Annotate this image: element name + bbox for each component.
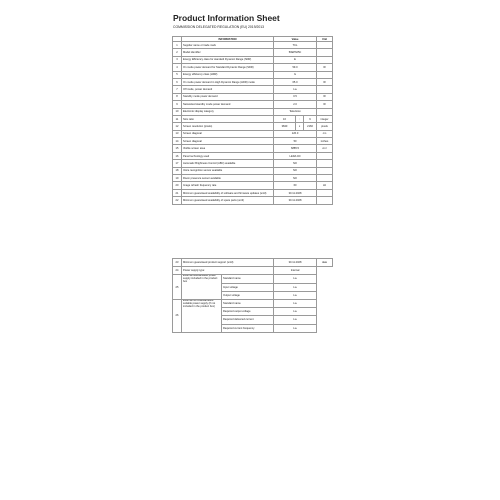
row-value: 30.11.2028 xyxy=(274,189,317,196)
row-unit: Hz xyxy=(317,182,333,189)
row-label: Visible screen area xyxy=(182,145,274,152)
row-label: Minimum guaranteed availability of software and firmware updates (until) xyxy=(182,189,274,196)
row-value-separator: : xyxy=(296,115,304,122)
row-unit: cm xyxy=(317,130,333,137)
row-number: 21 xyxy=(173,189,182,196)
row-label: Electronic display category xyxy=(182,108,274,115)
row-value: LED/LCD xyxy=(274,152,317,159)
row-unit xyxy=(317,160,333,167)
table-row xyxy=(173,49,333,56)
row-label: Size ratio xyxy=(182,115,274,122)
row-number: 18 xyxy=(173,167,182,174)
row-number: 2 xyxy=(173,49,182,56)
row-unit xyxy=(317,152,333,159)
table-row xyxy=(173,197,333,204)
row-number: 17 xyxy=(173,160,182,167)
product-info-table xyxy=(172,36,333,205)
power-supply-table xyxy=(172,258,333,333)
row-unit: W xyxy=(317,64,333,71)
row-number: 15 xyxy=(173,145,182,152)
header-information: INFORMATION xyxy=(182,37,274,42)
table-row xyxy=(173,78,333,85)
table-row xyxy=(173,275,333,283)
row-value: NO xyxy=(274,160,317,167)
row-label: Automatic Brightness Control (ABC) available xyxy=(182,160,274,167)
row-unit: W xyxy=(317,93,333,100)
row-label: Off mode, power demand xyxy=(182,86,274,93)
sheet-subtitle: COMMISSION DELEGATED REGULATION (EU) 2019/2013 xyxy=(173,25,265,29)
table-row xyxy=(173,93,333,100)
row-number: 20 xyxy=(173,182,182,189)
sub-label: Standard name xyxy=(222,275,274,283)
row-unit: cm² xyxy=(317,145,333,152)
row-unit xyxy=(317,86,333,93)
row-label: Networked standby mode power demand xyxy=(182,101,274,108)
row-label: Room presence sensor available xyxy=(182,175,274,182)
row-value: 2.0 xyxy=(274,101,317,108)
row-number: 1 xyxy=(173,42,182,49)
row-number: 9 xyxy=(173,101,182,108)
row-unit: pixels xyxy=(317,123,333,130)
row-value: 59.0 xyxy=(274,64,317,71)
blank-cell xyxy=(317,267,333,275)
sub-value: n.a. xyxy=(274,291,317,299)
row-unit: integer xyxy=(317,115,333,122)
row-number: 14 xyxy=(173,138,182,145)
table-row xyxy=(173,123,333,130)
row-value: G xyxy=(274,71,317,78)
row-label: On mode power demand for Standard Dynamic Range (SDR) xyxy=(182,64,274,71)
row-unit xyxy=(317,189,333,196)
table-row xyxy=(173,145,333,152)
row-label: Energy Efficiency class for standard Dynamic Range (SDR) xyxy=(182,56,274,63)
table-row xyxy=(173,130,333,137)
sub-value: n.a. xyxy=(274,308,317,316)
row-number: 6 xyxy=(173,78,182,85)
table-row xyxy=(173,189,333,196)
row-number: 8 xyxy=(173,93,182,100)
row-unit xyxy=(317,42,333,49)
row-value: TCL xyxy=(274,42,317,49)
blank-cell xyxy=(317,283,333,291)
row-value: 30.11.2028 xyxy=(274,259,317,267)
row-number: 24 xyxy=(173,267,182,275)
row-value-separator: x xyxy=(296,123,304,130)
table-row xyxy=(173,86,333,93)
row-number: 11 xyxy=(173,115,182,122)
row-value: NO xyxy=(274,175,317,182)
sub-value: n.a. xyxy=(274,283,317,291)
row-label: Minimum guaranteed availability of spare parts (until) xyxy=(182,197,274,204)
row-number: 23 xyxy=(173,259,182,267)
row-number: 3 xyxy=(173,56,182,63)
sheet-title: Product Information Sheet xyxy=(173,13,280,23)
row-value: 65.0 xyxy=(274,78,317,85)
row-value: NO xyxy=(274,167,317,174)
row-label: Screen resolution (pixels) xyxy=(182,123,274,130)
row-number: 7 xyxy=(173,86,182,93)
header-unit: Unit xyxy=(317,37,333,42)
row-number: 26 xyxy=(173,299,182,332)
row-value-b: 9 xyxy=(304,115,317,122)
sub-value: n.a. xyxy=(274,316,317,324)
row-unit xyxy=(317,56,333,63)
table-row xyxy=(173,115,333,122)
row-value: 0.5 xyxy=(274,93,317,100)
row-label: External standardised power supply included in the product box xyxy=(182,275,222,300)
row-value-a: 3840 xyxy=(274,123,296,130)
row-value: 50EP625C xyxy=(274,49,317,56)
table-row xyxy=(173,64,333,71)
table-row xyxy=(173,167,333,174)
row-number: 12 xyxy=(173,123,182,130)
row-unit xyxy=(317,108,333,115)
row-label: Panel technology used xyxy=(182,152,274,159)
table-row xyxy=(173,152,333,159)
sub-label: Output voltage xyxy=(222,291,274,299)
row-number: 19 xyxy=(173,175,182,182)
row-value: 60 xyxy=(274,182,317,189)
row-label: Energy efficiency class (HDR) xyxy=(182,71,274,78)
table-row xyxy=(173,267,333,275)
row-value: E xyxy=(274,56,317,63)
table-row xyxy=(173,299,333,307)
row-label: Supplier name or trade mark xyxy=(182,42,274,49)
row-unit: inches xyxy=(317,138,333,145)
row-value: n.a. xyxy=(274,86,317,93)
row-number: 5 xyxy=(173,71,182,78)
blank-cell xyxy=(317,308,333,316)
row-value: 6885.5 xyxy=(274,145,317,152)
row-unit xyxy=(317,167,333,174)
row-value-a: 16 xyxy=(274,115,296,122)
blank-cell xyxy=(317,275,333,283)
row-unit: W xyxy=(317,78,333,85)
header-value: Value xyxy=(274,37,317,42)
row-number: 10 xyxy=(173,108,182,115)
row-label: On mode power demand in High Dynamic Range (HDR) mode xyxy=(182,78,274,85)
sub-value: n.a. xyxy=(274,324,317,332)
row-value-b: 2160 xyxy=(304,123,317,130)
row-unit xyxy=(317,175,333,182)
row-value: 30.11.2028 xyxy=(274,197,317,204)
table-row xyxy=(173,56,333,63)
blank-cell xyxy=(317,291,333,299)
row-label: Voice recognition sensor available xyxy=(182,167,274,174)
row-value: Television xyxy=(274,108,317,115)
row-unit: W xyxy=(317,101,333,108)
row-unit xyxy=(317,49,333,56)
sub-label: Required delivered current xyxy=(222,316,274,324)
row-label: Model identifier xyxy=(182,49,274,56)
row-unit xyxy=(317,71,333,78)
row-label: Image refresh frequency rate xyxy=(182,182,274,189)
table-row xyxy=(173,138,333,145)
sub-value: n.a. xyxy=(274,275,317,283)
table-row xyxy=(173,259,333,267)
row-number: 16 xyxy=(173,152,182,159)
row-label: Minimum guaranteed product support (until) xyxy=(182,259,274,267)
sub-label: Required output voltage xyxy=(222,308,274,316)
row-value: 50 xyxy=(274,138,317,145)
row-label: Power supply type: xyxy=(182,267,274,275)
table-row xyxy=(173,182,333,189)
row-number: 25 xyxy=(173,275,182,300)
table-row xyxy=(173,160,333,167)
row-number: 22 xyxy=(173,197,182,204)
row-unit xyxy=(317,197,333,204)
blank-cell xyxy=(317,316,333,324)
row-number: 4 xyxy=(173,64,182,71)
table-row xyxy=(173,71,333,78)
table-row xyxy=(173,108,333,115)
row-value: 126.0 xyxy=(274,130,317,137)
row-value: Internal xyxy=(274,267,317,275)
table-row xyxy=(173,42,333,49)
table-row xyxy=(173,101,333,108)
sub-label: Required current frequency xyxy=(222,324,274,332)
sub-value: n.a. xyxy=(274,299,317,307)
row-number: 13 xyxy=(173,130,182,137)
table-row xyxy=(173,175,333,182)
sub-label: Standard name xyxy=(222,299,274,307)
row-label: External non-standardised suitable power supply (if not included in the product box) xyxy=(182,299,222,332)
row-unit: date xyxy=(317,259,333,267)
sub-label: Input voltage xyxy=(222,283,274,291)
row-label: Screen diagonal xyxy=(182,138,274,145)
row-label: Screen diagonal xyxy=(182,130,274,137)
blank-cell xyxy=(317,324,333,332)
row-label: Standby mode power demand xyxy=(182,93,274,100)
blank-cell xyxy=(317,299,333,307)
